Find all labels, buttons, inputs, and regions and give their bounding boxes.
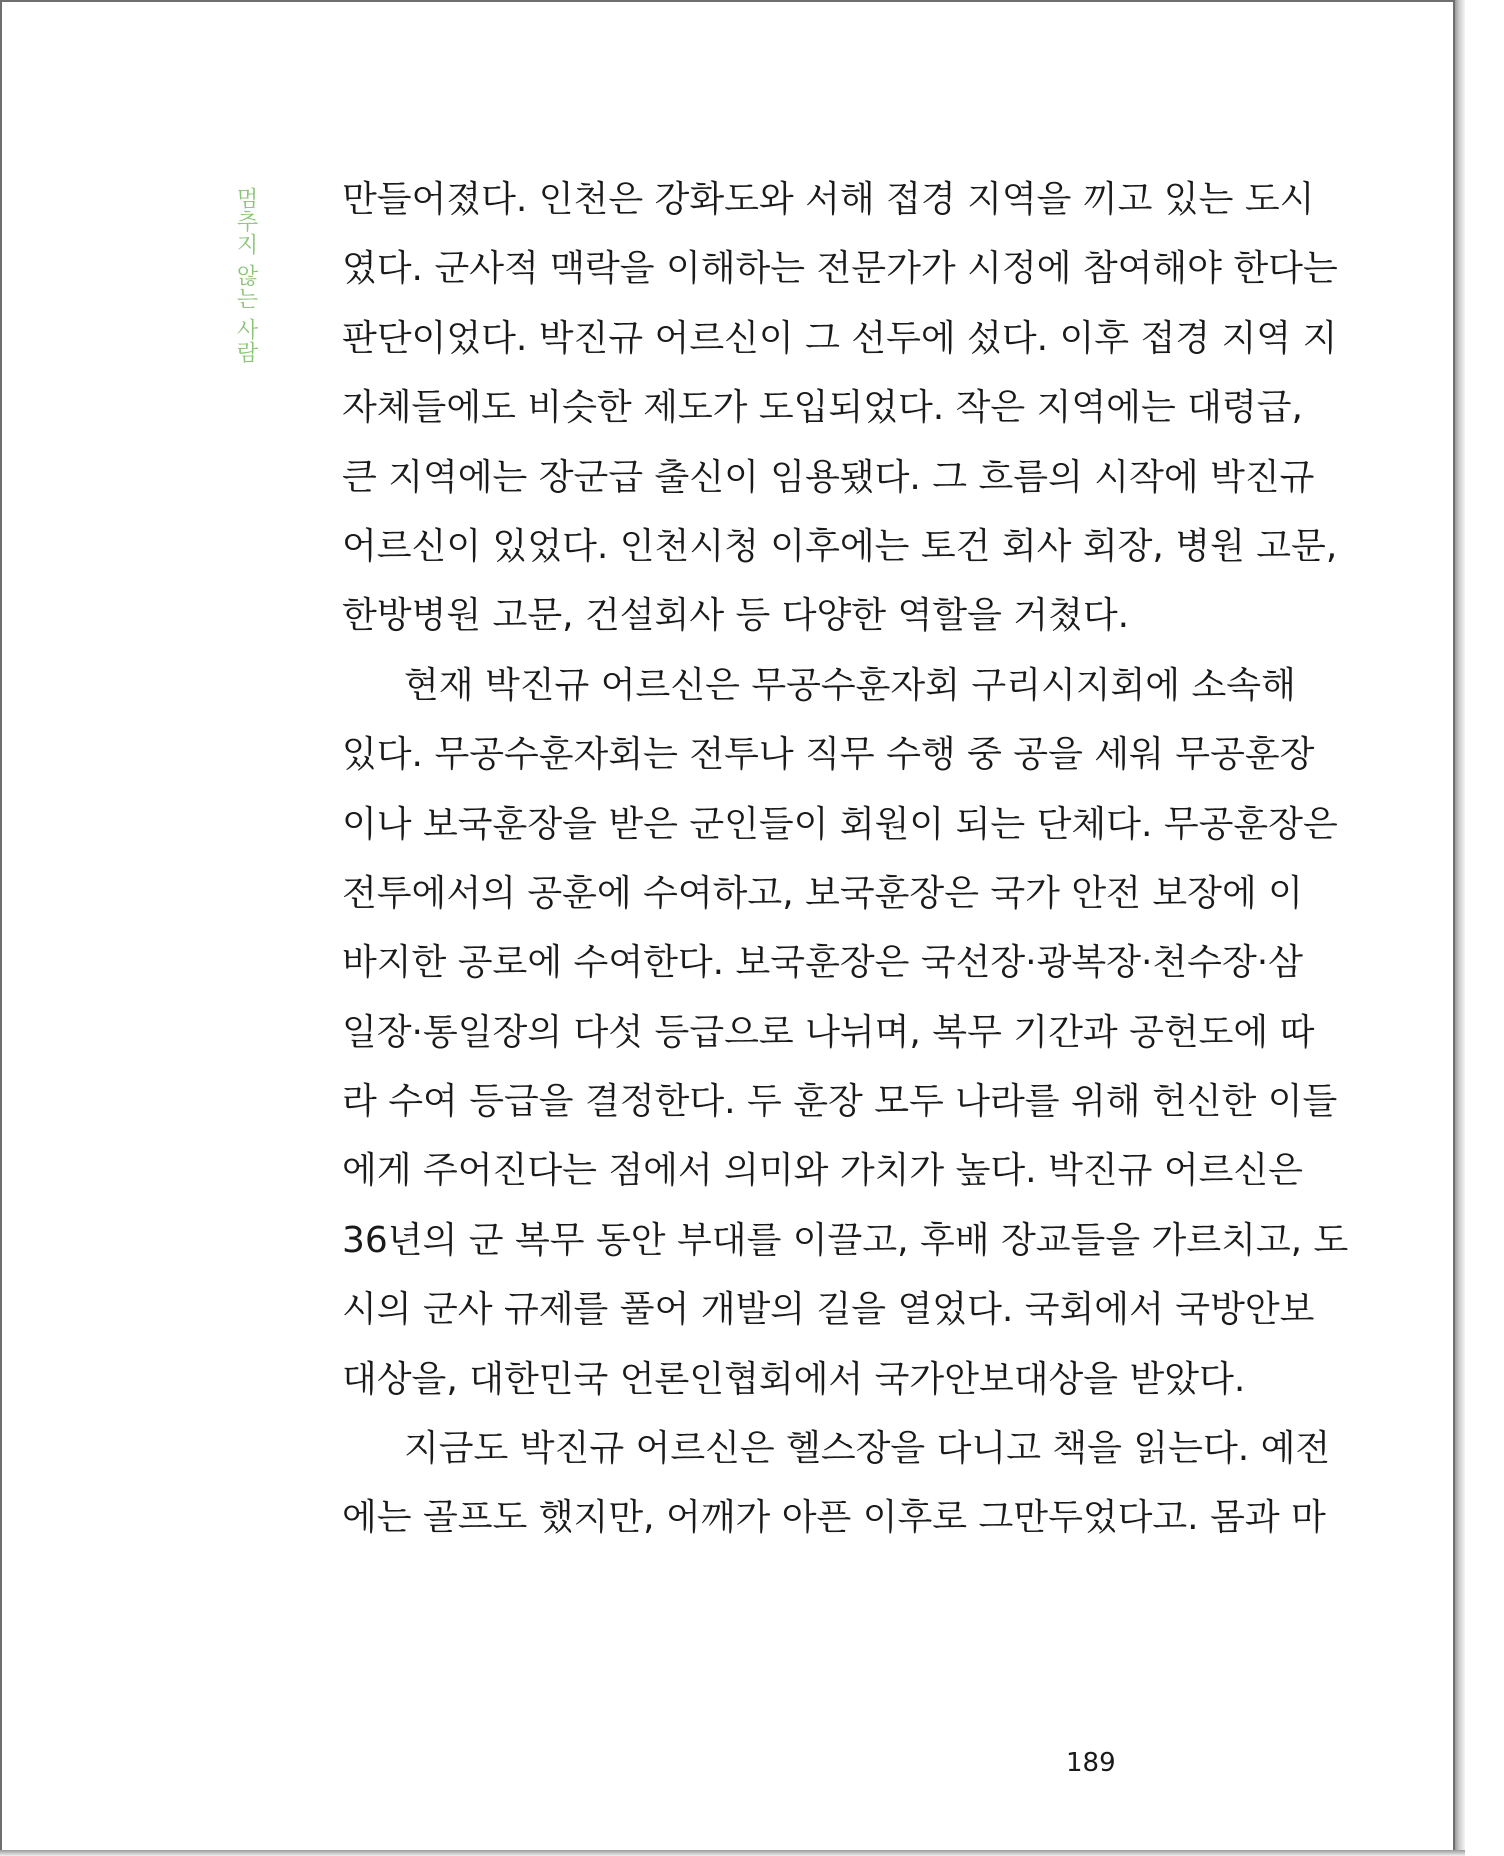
text-line: 현재 박진규 어르신은 무공수훈자회 구리시지회에 소속해 — [404, 664, 1296, 706]
text-line: 만들어졌다. 인천은 강화도와 서해 접경 지역을 끼고 있는 도시 — [342, 179, 1315, 220]
running-head: 멈추지 않는 사람 — [233, 187, 258, 364]
page-bottom-shadow — [0, 1850, 1465, 1856]
text-line: 자체들에도 비슷한 제도가 도입되었다. 작은 지역에는 대령급, — [342, 387, 1303, 429]
text-line: 어르신이 있었다. 인천시청 이후에는 토건 회사 회장, 병원 고문, — [342, 525, 1338, 567]
text-line: 에는 골프도 했지만, 어깨가 아픈 이후로 그만두었다고. 몸과 마 — [342, 1497, 1326, 1539]
text-line: 한방병원 고문, 건설회사 등 다양한 역할을 거쳤다. — [342, 595, 1130, 637]
text-line: 였다. 군사적 맥락을 이해하는 전문가가 시정에 참여해야 한다는 — [342, 248, 1338, 290]
body-text — [342, 172, 1349, 1560]
text-line: 36년의 군 복무 동안 부대를 이끌고, 후배 장교들을 가르치고, 도 — [342, 1219, 1349, 1261]
text-line: 시의 군사 규제를 풀어 개발의 길을 열었다. 국회에서 국방안보 — [342, 1289, 1315, 1331]
text-line: 전투에서의 공훈에 수여하고, 보국훈장은 국가 안전 보장에 이 — [342, 872, 1303, 914]
text-line: 대상을, 대한민국 언론인협회에서 국가안보대상을 받았다. — [342, 1358, 1246, 1400]
text-line: 라 수여 등급을 결정한다. 두 훈장 모두 나라를 위해 헌신한 이들 — [342, 1081, 1338, 1123]
text-line: 이나 보국훈장을 받은 군인들이 회원이 되는 단체다. 무공훈장은 — [342, 803, 1338, 845]
text-line: 있다. 무공수훈자회는 전투나 직무 수행 중 공을 세워 무공훈장 — [342, 734, 1315, 776]
text-line: 에게 주어진다는 점에서 의미와 가치가 높다. 박진규 어르신은 — [342, 1150, 1303, 1192]
text-line: 지금도 박진규 어르신은 헬스장을 다니고 책을 읽는다. 예전 — [404, 1428, 1331, 1470]
text-line: 일장·통일장의 다섯 등급으로 나뉘며, 복무 기간과 공헌도에 따 — [342, 1011, 1315, 1053]
text-line: 바지한 공로에 수여한다. 보국훈장은 국선장·광복장·천수장·삼 — [342, 942, 1303, 984]
page-number: 189 — [1066, 1748, 1116, 1778]
text-line: 큰 지역에는 장군급 출신이 임용됐다. 그 흐름의 시작에 박진규 — [342, 456, 1315, 498]
page-edge-shadow — [1455, 0, 1465, 1856]
text-line: 판단이었다. 박진규 어르신이 그 선두에 섰다. 이후 접경 지역 지 — [342, 317, 1338, 359]
